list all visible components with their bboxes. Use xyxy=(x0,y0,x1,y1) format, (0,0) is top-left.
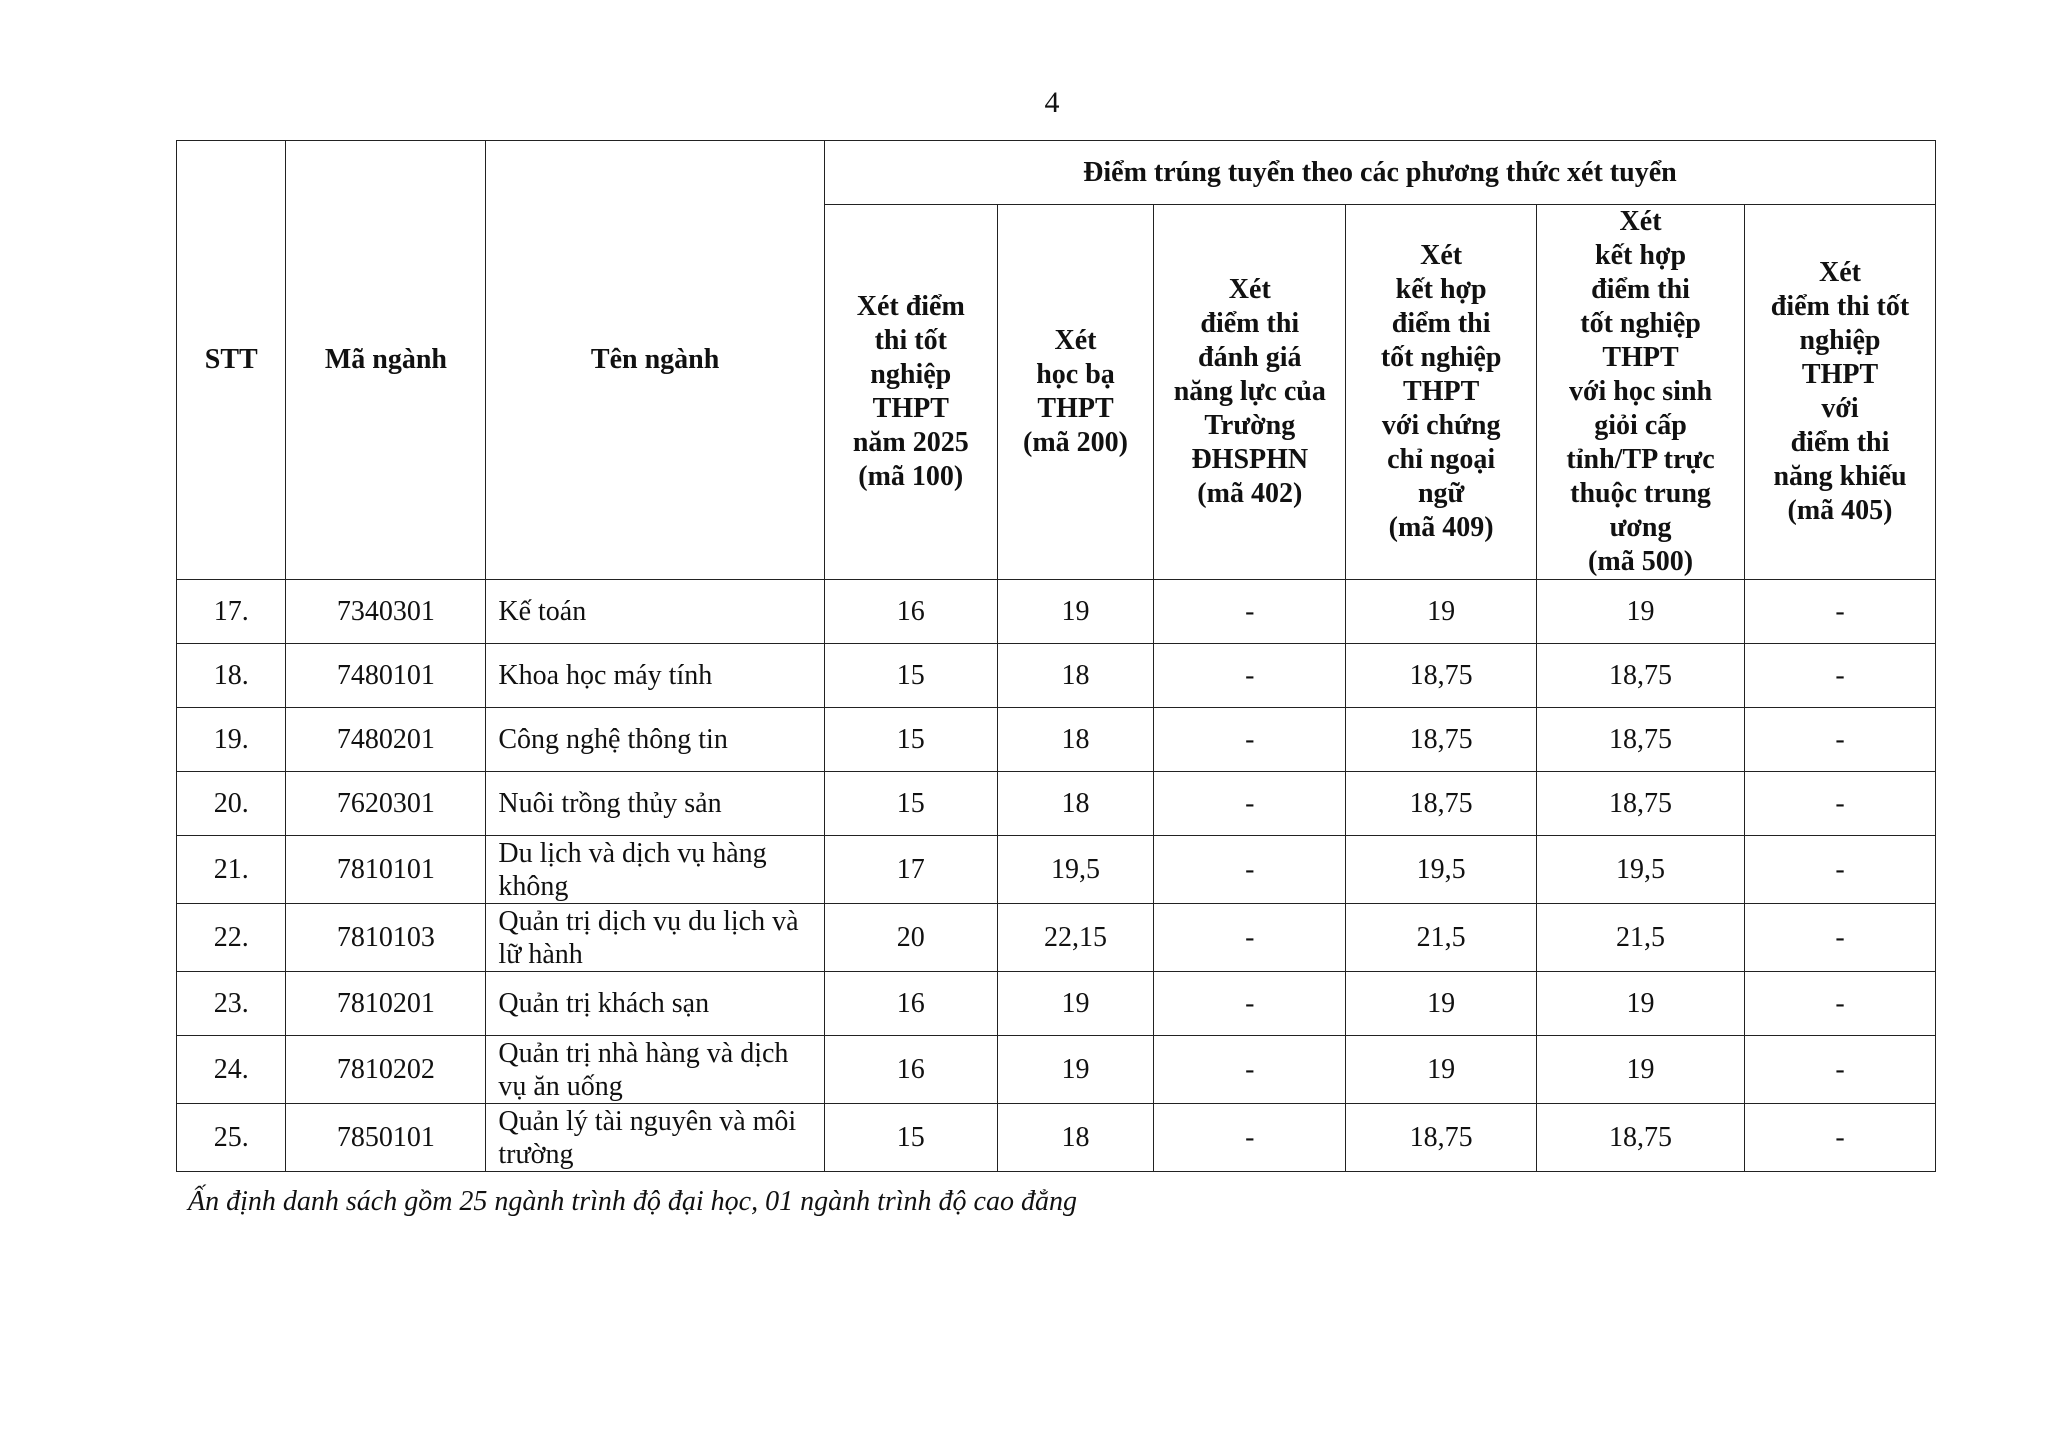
cell-major-code: 7340301 xyxy=(286,580,486,644)
cell-score-409: 19 xyxy=(1346,580,1537,644)
cell-score-409: 18,75 xyxy=(1346,644,1537,708)
cell-score-405: - xyxy=(1745,1036,1936,1104)
cell-stt: 20. xyxy=(177,772,286,836)
cell-score-200: 18 xyxy=(997,644,1154,708)
cell-major-code: 7850101 xyxy=(286,1104,486,1172)
cell-stt: 17. xyxy=(177,580,286,644)
header-method-409: Xét kết hợp điểm thi tốt nghiệp THPT với chứng chỉ ngoại ngữ (mã 409) xyxy=(1346,205,1537,580)
table-row xyxy=(177,1036,1936,1104)
cell-score-405: - xyxy=(1745,904,1936,972)
header-admission-methods-group: Điểm trúng tuyển theo các phương thức xét tuyển xyxy=(824,141,1935,205)
cell-score-500: 18,75 xyxy=(1537,772,1745,836)
header-method-100: Xét điểm thi tốt nghiệp THPT năm 2025 (mã 100) xyxy=(824,205,997,580)
cell-major-code: 7810202 xyxy=(286,1036,486,1104)
cell-score-200: 19 xyxy=(997,1036,1154,1104)
header-method-402: Xét điểm thi đánh giá năng lực của Trường ĐHSPHN (mã 402) xyxy=(1154,205,1346,580)
cell-score-100: 15 xyxy=(824,1104,997,1172)
cell-score-402: - xyxy=(1154,708,1346,772)
admission-scores-table xyxy=(176,140,1936,1172)
cell-major-name: Quản trị khách sạn xyxy=(486,972,825,1036)
cell-score-100: 16 xyxy=(824,972,997,1036)
cell-score-409: 18,75 xyxy=(1346,772,1537,836)
table-row xyxy=(177,644,1936,708)
cell-score-100: 15 xyxy=(824,772,997,836)
table-row xyxy=(177,972,1936,1036)
cell-stt: 18. xyxy=(177,644,286,708)
cell-major-code: 7480101 xyxy=(286,644,486,708)
table-row xyxy=(177,772,1936,836)
cell-major-code: 7480201 xyxy=(286,708,486,772)
cell-score-405: - xyxy=(1745,836,1936,904)
cell-score-100: 16 xyxy=(824,1036,997,1104)
table-row xyxy=(177,904,1936,972)
cell-score-409: 19,5 xyxy=(1346,836,1537,904)
cell-score-500: 18,75 xyxy=(1537,1104,1745,1172)
cell-score-200: 19 xyxy=(997,972,1154,1036)
header-method-405: Xét điểm thi tốt nghiệp THPT với điểm thi năng khiếu (mã 405) xyxy=(1745,205,1936,580)
cell-score-500: 19 xyxy=(1537,580,1745,644)
cell-major-code: 7620301 xyxy=(286,772,486,836)
cell-major-name: Khoa học máy tính xyxy=(486,644,825,708)
cell-score-500: 19 xyxy=(1537,1036,1745,1104)
header-stt: STT xyxy=(177,141,286,580)
footnote: Ấn định danh sách gồm 25 ngành trình độ đại học, 01 ngành trình độ cao đẳng xyxy=(188,1186,1077,1217)
cell-score-409: 19 xyxy=(1346,1036,1537,1104)
header-method-500: Xét kết hợp điểm thi tốt nghiệp THPT với học sinh giỏi cấp tỉnh/TP trực thuộc trung ương (mã 500) xyxy=(1537,205,1745,580)
table-row xyxy=(177,836,1936,904)
cell-score-405: - xyxy=(1745,580,1936,644)
cell-major-code: 7810201 xyxy=(286,972,486,1036)
cell-stt: 25. xyxy=(177,1104,286,1172)
cell-score-500: 21,5 xyxy=(1537,904,1745,972)
cell-major-name: Du lịch và dịch vụ hàng không xyxy=(486,836,825,904)
cell-stt: 24. xyxy=(177,1036,286,1104)
cell-score-200: 22,15 xyxy=(997,904,1154,972)
cell-score-402: - xyxy=(1154,1104,1346,1172)
cell-score-100: 20 xyxy=(824,904,997,972)
cell-score-500: 19,5 xyxy=(1537,836,1745,904)
cell-score-100: 17 xyxy=(824,836,997,904)
cell-score-402: - xyxy=(1154,904,1346,972)
cell-score-200: 19,5 xyxy=(997,836,1154,904)
cell-score-402: - xyxy=(1154,1036,1346,1104)
cell-score-100: 15 xyxy=(824,708,997,772)
header-method-200: Xét học bạ THPT (mã 200) xyxy=(997,205,1154,580)
cell-major-code: 7810101 xyxy=(286,836,486,904)
page-number: 4 xyxy=(1044,86,1060,119)
cell-major-name: Quản trị dịch vụ du lịch và lữ hành xyxy=(486,904,825,972)
table-row xyxy=(177,1104,1936,1172)
cell-score-402: - xyxy=(1154,644,1346,708)
cell-score-200: 18 xyxy=(997,772,1154,836)
header-major-name: Tên ngành xyxy=(486,141,825,580)
cell-score-200: 18 xyxy=(997,708,1154,772)
cell-score-500: 19 xyxy=(1537,972,1745,1036)
cell-score-405: - xyxy=(1745,708,1936,772)
cell-score-405: - xyxy=(1745,644,1936,708)
cell-score-500: 18,75 xyxy=(1537,644,1745,708)
cell-major-code: 7810103 xyxy=(286,904,486,972)
cell-score-409: 18,75 xyxy=(1346,708,1537,772)
cell-score-200: 18 xyxy=(997,1104,1154,1172)
cell-score-200: 19 xyxy=(997,580,1154,644)
header-major-code: Mã ngành xyxy=(286,141,486,580)
cell-major-name: Quản trị nhà hàng và dịch vụ ăn uống xyxy=(486,1036,825,1104)
cell-score-402: - xyxy=(1154,580,1346,644)
cell-score-100: 15 xyxy=(824,644,997,708)
cell-major-name: Nuôi trồng thủy sản xyxy=(486,772,825,836)
cell-score-402: - xyxy=(1154,836,1346,904)
cell-score-500: 18,75 xyxy=(1537,708,1745,772)
cell-score-405: - xyxy=(1745,772,1936,836)
cell-stt: 19. xyxy=(177,708,286,772)
cell-score-100: 16 xyxy=(824,580,997,644)
table-row xyxy=(177,580,1936,644)
cell-stt: 23. xyxy=(177,972,286,1036)
cell-score-409: 19 xyxy=(1346,972,1537,1036)
cell-major-name: Kế toán xyxy=(486,580,825,644)
table-row xyxy=(177,708,1936,772)
cell-score-405: - xyxy=(1745,972,1936,1036)
cell-score-409: 21,5 xyxy=(1346,904,1537,972)
cell-score-402: - xyxy=(1154,772,1346,836)
cell-score-405: - xyxy=(1745,1104,1936,1172)
cell-stt: 21. xyxy=(177,836,286,904)
cell-major-name: Quản lý tài nguyên và môi trường xyxy=(486,1104,825,1172)
cell-stt: 22. xyxy=(177,904,286,972)
cell-score-409: 18,75 xyxy=(1346,1104,1537,1172)
cell-major-name: Công nghệ thông tin xyxy=(486,708,825,772)
cell-score-402: - xyxy=(1154,972,1346,1036)
